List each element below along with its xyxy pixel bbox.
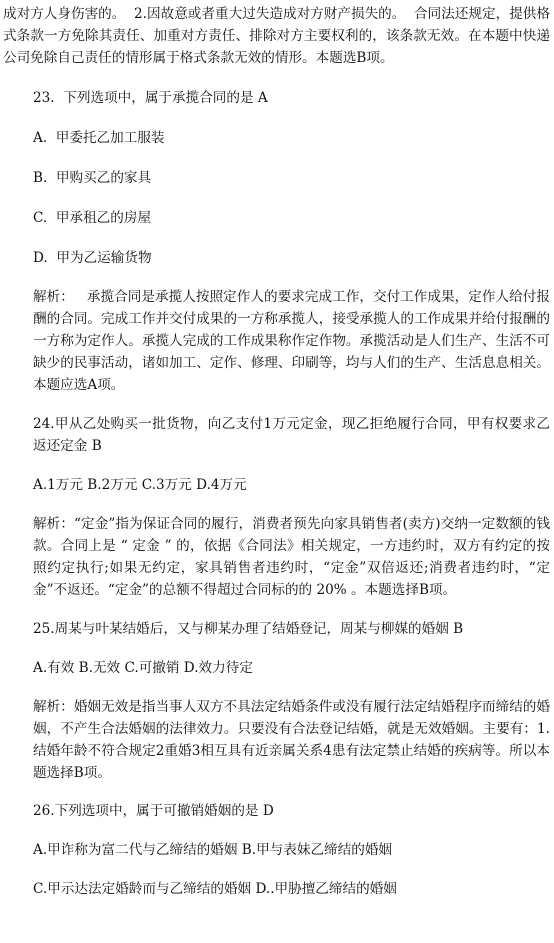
question-24-explanation: 解析：“定金”指为保证合同的履行，消费者预先向家具销售者(卖方)交纳一定数额的钱款。合同上是 “ 定金 ” 的，依据《合同法》相关规定，一方违约时，双方有约定的按照约定执行;如果无约定，家具销售者违约时，“定金”双倍返还;消费者违约时，“定金”不返还。“定金”的总额不得超过合同标的的 20% 。本题选择B项。 [33,516,550,598]
question-24: 24.甲从乙处购买一批货物，向乙支付1万元定金，现乙拒绝履行合同，甲有权要求乙返还定金 B [33,416,550,454]
question-25: 25.周某与叶某结婚后，又与柳某办理了结婚登记，周某与柳媒的婚姻 B [33,621,464,637]
question-23-option-b: B. 甲购买乙的家具 [33,170,152,186]
question-23-option-c: C. 甲承租乙的房屋 [33,210,152,226]
question-26-options-cd: C.甲示达法定婚龄而与乙缔结的婚姻 D..甲胁擅乙缔结的婚姻 [33,881,397,897]
question-26-options-ab: A.甲诈称为富二代与乙缔结的婚姻 B.甲与表妹乙缔结的婚姻 [33,842,393,858]
answer-explanation-22-tail: 成对方人身伤害的。 2.因故意或者重大过失造成对方财产损失的。 合同法还规定，提供格式条款一方免除其责任、加重对方责任、排除对方主要权利的，该条款无效。在本题中快递公司免除自己责任的情形属于格式条款无效的情形。本题选B项。 [3,6,550,66]
question-25-explanation: 解析：婚姻无效是指当事人双方不具法定结婚条件或没有履行法定结婚程序而缔结的婚姻，不产生合法婚姻的法律效力。只要没有合法登记结婚，就是无效婚姻。主要有：1.结婚年龄不符合规定2重婚3相互具有近亲属关系4患有法定禁止结婚的疾病等。所以本题选择B项。 [33,699,550,781]
question-23-option-a: A. 甲委托乙加工服装 [33,130,165,146]
question-23-option-d: D. 甲为乙运输货物 [33,250,152,266]
question-25-options: A.有效 B.无效 C.可撤销 D.效力待定 [33,660,253,676]
question-24-options: A.1万元 B.2万元 C.3万元 D.4万元 [33,477,247,493]
question-23: 23. 下列选项中，属于承揽合同的是 A [33,90,268,106]
question-23-explanation: 解析： 承揽合同是承揽人按照定作人的要求完成工作，交付工作成果，定作人给付报酬的合同。完成工作并交付成果的一方称承揽人，接受承揽人的工作成果并给付报酬的一方称为定作人。承揽人完成的工作成果称作定作物。承揽活动是人们生产、生活不可缺少的民事活动，诸如加工、定作、修理、印刷等，均与人们的生产、生活息息相关。本题应选A项。 [33,289,550,393]
question-26: 26.下列选项中，属于可撤销婚姻的是 D [33,803,274,819]
